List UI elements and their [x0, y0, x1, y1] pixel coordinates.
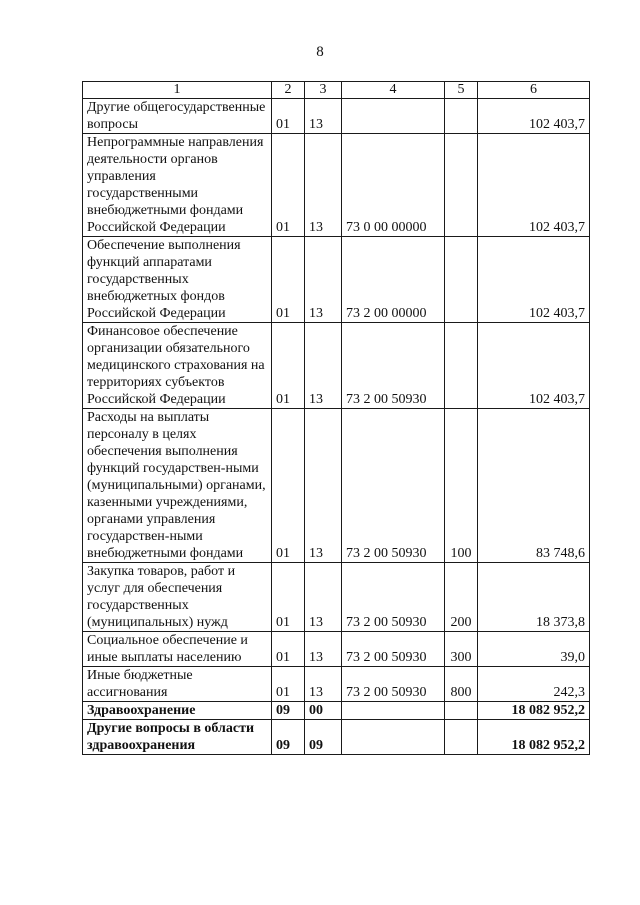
- row-expense-type: 800: [445, 667, 478, 702]
- header-col-2: 2: [272, 82, 305, 99]
- row-section-code: 01: [272, 632, 305, 667]
- row-expense-type: [445, 237, 478, 323]
- budget-allocation-table: [82, 81, 590, 755]
- row-target-article: [342, 99, 445, 134]
- row-expense-type: [445, 323, 478, 409]
- row-subsection-code: 13: [305, 632, 342, 667]
- row-section-code: 01: [272, 323, 305, 409]
- row-target-article: 73 2 00 50930: [342, 409, 445, 563]
- row-name: Другие общегосударственные вопросы: [83, 99, 272, 134]
- table-row: [83, 563, 590, 632]
- row-name: Здравоохранение: [83, 702, 272, 720]
- row-name: Непрограммные направления деятельности органов управления государственными внебюджетными фондами Российской Федерации: [83, 134, 272, 237]
- row-name: Расходы на выплаты персоналу в целях обеспечения выполнения функций государствен-ными (муниципальными) органами, казенными учреждениями, органами управления государствен-ными внебюджетными фондами: [83, 409, 272, 563]
- table-row-subsection-total: [83, 720, 590, 755]
- row-expense-type: [445, 99, 478, 134]
- row-name: Финансовое обеспечение организации обязательного медицинского страхования на территориях субъектов Российской Федерации: [83, 323, 272, 409]
- header-col-4: 4: [342, 82, 445, 99]
- row-amount: 102 403,7: [478, 99, 590, 134]
- header-col-3: 3: [305, 82, 342, 99]
- row-subsection-code: 13: [305, 409, 342, 563]
- row-subsection-code: 13: [305, 563, 342, 632]
- row-target-article: 73 2 00 50930: [342, 667, 445, 702]
- table-row: [83, 667, 590, 702]
- row-target-article: 73 2 00 50930: [342, 323, 445, 409]
- row-expense-type: 200: [445, 563, 478, 632]
- row-expense-type: 100: [445, 409, 478, 563]
- row-name: Закупка товаров, работ и услуг для обеспечения государственных (муниципальных) нужд: [83, 563, 272, 632]
- row-target-article: 73 0 00 00000: [342, 134, 445, 237]
- row-target-article: 73 2 00 50930: [342, 563, 445, 632]
- row-expense-type: [445, 720, 478, 755]
- table-header-row: [83, 82, 590, 99]
- row-target-article: [342, 720, 445, 755]
- row-section-code: 01: [272, 563, 305, 632]
- row-expense-type: [445, 134, 478, 237]
- row-name: Другие вопросы в области здравоохранения: [83, 720, 272, 755]
- row-amount: 102 403,7: [478, 134, 590, 237]
- header-col-5: 5: [445, 82, 478, 99]
- row-section-code: 09: [272, 720, 305, 755]
- row-section-code: 09: [272, 702, 305, 720]
- row-section-code: 01: [272, 667, 305, 702]
- row-expense-type: 300: [445, 632, 478, 667]
- row-amount: 102 403,7: [478, 323, 590, 409]
- row-name: Иные бюджетные ассигнования: [83, 667, 272, 702]
- row-amount: 18 373,8: [478, 563, 590, 632]
- page-number: 8: [316, 44, 324, 60]
- table-row: [83, 134, 590, 237]
- row-amount: 242,3: [478, 667, 590, 702]
- row-name: Обеспечение выполнения функций аппаратами государственных внебюджетных фондов Российской Федерации: [83, 237, 272, 323]
- row-section-code: 01: [272, 99, 305, 134]
- row-amount: 102 403,7: [478, 237, 590, 323]
- row-amount: 83 748,6: [478, 409, 590, 563]
- table-row: [83, 409, 590, 563]
- row-subsection-code: 09: [305, 720, 342, 755]
- table-row: [83, 237, 590, 323]
- table-row: [83, 323, 590, 409]
- row-target-article: 73 2 00 00000: [342, 237, 445, 323]
- header-col-6: 6: [478, 82, 590, 99]
- row-subsection-code: 13: [305, 667, 342, 702]
- row-section-code: 01: [272, 134, 305, 237]
- table-row: [83, 632, 590, 667]
- row-name: Социальное обеспечение и иные выплаты населению: [83, 632, 272, 667]
- row-section-code: 01: [272, 409, 305, 563]
- row-amount: 39,0: [478, 632, 590, 667]
- row-subsection-code: 00: [305, 702, 342, 720]
- row-subsection-code: 13: [305, 99, 342, 134]
- table-row-section-total: [83, 702, 590, 720]
- row-amount: 18 082 952,2: [478, 702, 590, 720]
- row-subsection-code: 13: [305, 323, 342, 409]
- row-target-article: [342, 702, 445, 720]
- row-section-code: 01: [272, 237, 305, 323]
- row-subsection-code: 13: [305, 237, 342, 323]
- header-col-1: 1: [83, 82, 272, 99]
- row-target-article: 73 2 00 50930: [342, 632, 445, 667]
- row-amount: 18 082 952,2: [478, 720, 590, 755]
- table-row: [83, 99, 590, 134]
- row-expense-type: [445, 702, 478, 720]
- row-subsection-code: 13: [305, 134, 342, 237]
